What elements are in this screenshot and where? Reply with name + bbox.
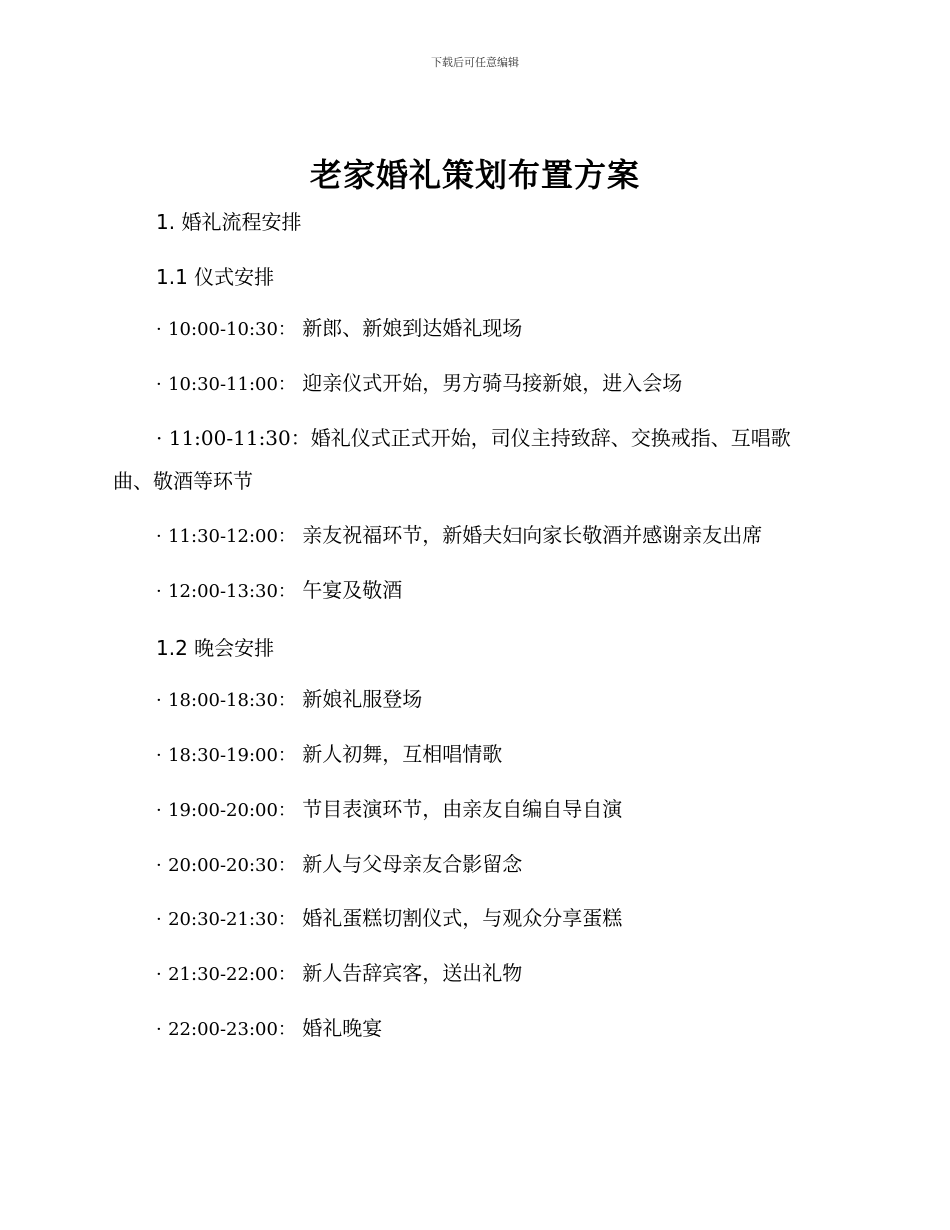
item-description: 午宴及敬酒 — [302, 578, 403, 602]
time-range: 20:00-20:30： — [168, 855, 296, 876]
list-item — [156, 569, 402, 613]
bullet: · — [156, 426, 163, 450]
time-range: 21:30-22:00： — [168, 964, 296, 985]
bullet: · — [156, 800, 162, 821]
bullet: · — [156, 745, 162, 766]
time-range: 10:00-10:30： — [168, 319, 296, 340]
time-range: 19:00-20:00： — [168, 800, 296, 821]
time-range: 18:30-19:00： — [168, 745, 296, 766]
page-header-note: 下载后可任意编辑 — [431, 56, 519, 69]
time-range: 11:30-12:00： — [168, 526, 296, 547]
bullet: · — [156, 319, 162, 340]
list-item — [156, 952, 522, 996]
bullet: · — [156, 909, 162, 930]
item-description: 新娘礼服登场 — [302, 687, 423, 711]
list-item — [156, 514, 762, 558]
bullet: · — [156, 581, 162, 602]
subsection-heading-evening-party: 1.2 晚会安排 — [156, 636, 275, 660]
bullet: · — [156, 964, 162, 985]
list-item — [156, 897, 622, 941]
item-description: 婚礼晚宴 — [302, 1016, 383, 1040]
list-item — [156, 678, 422, 722]
time-range: 18:00-18:30： — [168, 690, 296, 711]
bullet: · — [156, 374, 162, 395]
item-description: 迎亲仪式开始，男方骑马接新娘，进入会场 — [302, 371, 683, 395]
list-item — [156, 307, 522, 351]
list-item — [113, 417, 813, 503]
item-description: 节目表演环节，由亲友自编自导自演 — [302, 797, 623, 821]
subsection-heading-ceremony: 1.1 仪式安排 — [156, 265, 275, 289]
item-description: 新人告辞宾客，送出礼物 — [302, 961, 523, 985]
item-description: 新郎、新娘到达婚礼现场 — [302, 316, 523, 340]
list-item — [156, 788, 622, 832]
list-item — [156, 843, 522, 887]
item-description: 婚礼仪式正式开始，司仪主持致辞、交换戒指、互唱歌曲、敬酒等环节 — [113, 426, 791, 493]
time-range: 10:30-11:00： — [168, 374, 296, 395]
section-heading-wedding-schedule: 1. 婚礼流程安排 — [156, 210, 302, 234]
list-item — [156, 733, 502, 777]
item-description: 新人与父母亲友合影留念 — [302, 852, 523, 876]
bullet: · — [156, 526, 162, 547]
bullet: · — [156, 855, 162, 876]
item-description: 亲友祝福环节，新婚夫妇向家长敬酒并感谢亲友出席 — [302, 523, 763, 547]
document-title: 老家婚礼策划布置方案 — [309, 156, 640, 194]
time-range: 11:00-11:30： — [168, 426, 311, 450]
time-range: 22:00-23:00： — [168, 1019, 296, 1040]
bullet: · — [156, 690, 162, 711]
bullet: · — [156, 1019, 162, 1040]
item-description: 婚礼蛋糕切割仪式，与观众分享蛋糕 — [302, 906, 623, 930]
list-item — [156, 362, 682, 406]
list-item — [156, 1007, 382, 1051]
time-range: 12:00-13:30： — [168, 581, 296, 602]
time-range: 20:30-21:30： — [168, 909, 296, 930]
item-description: 新人初舞，互相唱情歌 — [302, 742, 503, 766]
